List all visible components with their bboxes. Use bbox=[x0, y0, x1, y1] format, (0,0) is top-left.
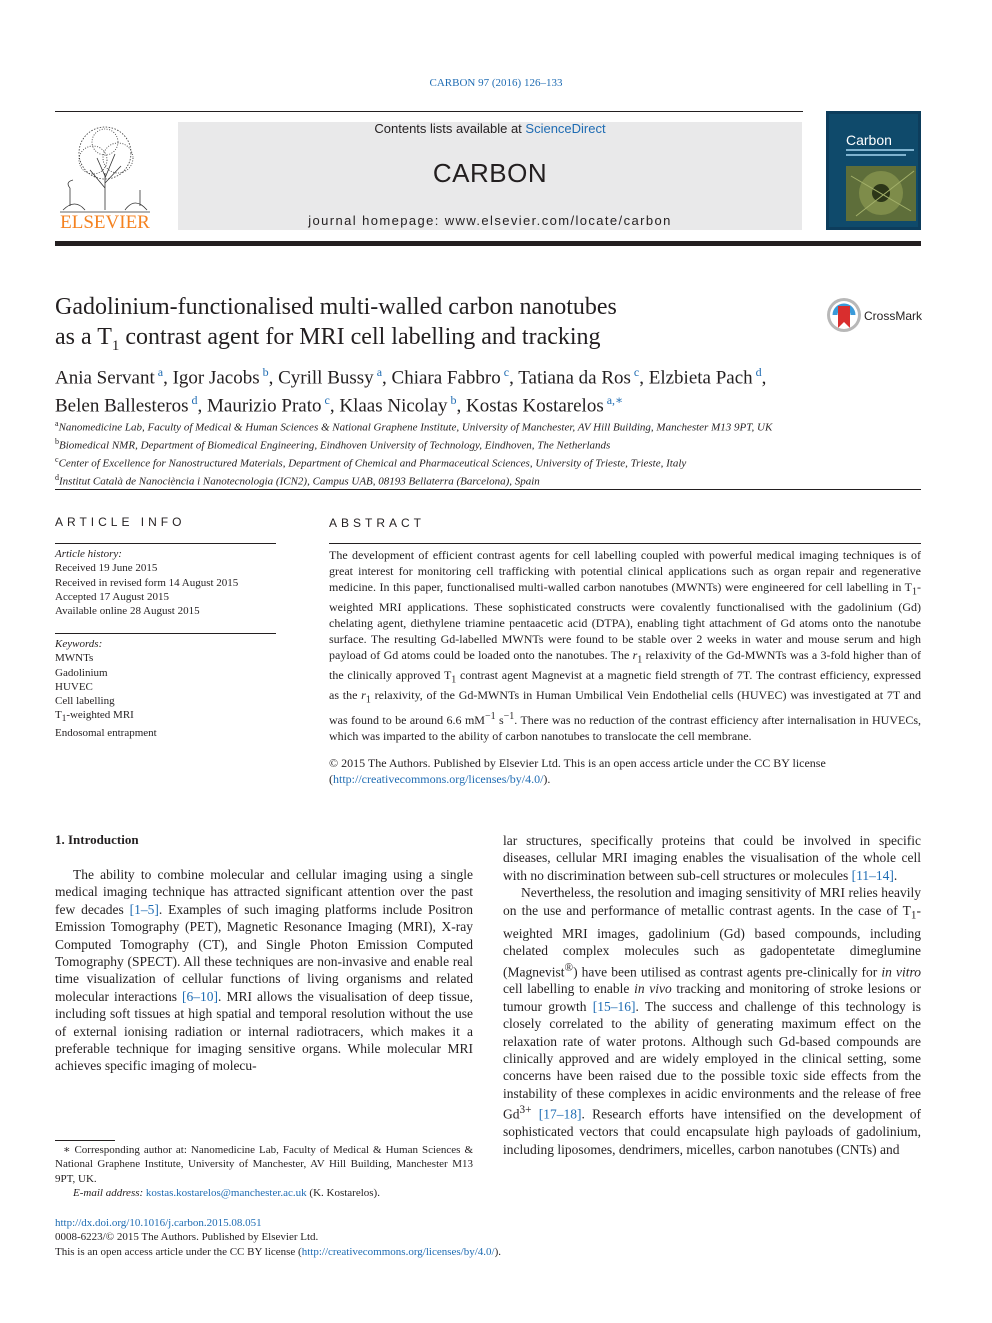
keyword-item: MWNTs bbox=[55, 652, 94, 665]
history-accepted: Accepted 17 August 2015 bbox=[55, 590, 169, 603]
sciencedirect-link[interactable]: ScienceDirect bbox=[525, 121, 606, 136]
history-online: Available online 28 August 2015 bbox=[55, 605, 200, 618]
citation-link[interactable]: [6–10] bbox=[182, 988, 219, 1004]
copyright-text: © 2015 The Authors. Published by Elsevier Ltd. This is an open access article under the CC BY license ( bbox=[329, 756, 826, 786]
citation-link[interactable]: [15–16] bbox=[592, 998, 636, 1014]
citation-link[interactable]: [17–18] bbox=[538, 1106, 582, 1122]
author-affiliation-marker[interactable]: d bbox=[752, 365, 762, 379]
author-affiliation-marker[interactable]: b bbox=[259, 365, 269, 379]
author-affiliation-marker[interactable]: b bbox=[447, 393, 457, 408]
license-link[interactable]: http://creativecommons.org/licenses/by/4.0/ bbox=[333, 771, 544, 786]
journal-citation[interactable]: CARBON 97 (2016) 126–133 bbox=[429, 77, 563, 89]
history-revised: Received in revised form 14 August 2015 bbox=[55, 576, 239, 589]
citation-link[interactable]: [1–5] bbox=[129, 901, 159, 917]
author-affiliation-marker[interactable]: a bbox=[373, 365, 383, 379]
homepage-url[interactable]: www.elsevier.com/locate/carbon bbox=[444, 213, 672, 228]
keyword-item: HUVEC bbox=[55, 680, 93, 693]
section-heading-introduction: 1. Introduction bbox=[55, 832, 139, 847]
keyword-item: Cell labelling bbox=[55, 695, 115, 708]
page-footer bbox=[55, 1216, 655, 1259]
abstract-rule bbox=[329, 543, 921, 544]
title-rule bbox=[55, 489, 921, 490]
svg-text:CrossMark: CrossMark bbox=[864, 309, 923, 323]
author-affiliation-marker[interactable]: a,∗ bbox=[603, 393, 624, 408]
author-name: Elzbieta Pach bbox=[648, 367, 753, 389]
issn-line: 0008-6223/© 2015 The Authors. Published by Elsevier Ltd. bbox=[55, 1231, 319, 1244]
paragraph: Nevertheless, the resolution and imaging sensitivity of MRI relies heavily on the use and performance of metallic contrast agents. In the case of $T_1$-weighted MRI images, gadolinium (Gd) based compounds, including chelated complex molecules such as gadopentetate dimeglumine (Magnevist®) have been utilised as contrast agents pre-clinically for in vitro cell labelling to enable in vivo tracking and monitoring of stroke lesions or tumour growth [15–16]. The success and challenge of this technology is closely correlated to the ability of generating maximum effect on the relaxation rate of water protons. Although such Gd-based compounds are clinically approved and are widely employed in the clinical setting, some concerns have been raised due to the possible toxic side effects from the instability of these complexes in acidic environments and the release of free $Gd^{3+}$ [17–18]. Research efforts have intensified on the development of sophisticated vectors that could encapsulate high payloads of gadolinium, including liposomes, dendrimers, micelles, carbon nanotubes (CNTs) and bbox=[503, 885, 921, 1157]
author-name: Chiara Fabbro bbox=[391, 367, 501, 389]
abstract-heading: ABSTRACT bbox=[329, 516, 426, 530]
body-column-left bbox=[55, 866, 473, 1075]
journal-homepage bbox=[178, 213, 802, 228]
citation-link[interactable]: [11–14] bbox=[851, 867, 894, 883]
article-info-heading: ARTICLE INFO bbox=[55, 515, 186, 529]
paragraph: lar structures, specifically proteins that could be involved in specific diseases, cellular MRI imaging enables the visualisation of the whole cell with no discrimination between sub-cell structures or molecules [11–14]. bbox=[503, 833, 921, 883]
body-column-right bbox=[503, 832, 921, 1158]
affiliation-item: $^b$Biomedical NMR, Department of Biomedical Engineering, Eindhoven University of Technology, Eindhoven, The Netherlands bbox=[55, 437, 611, 452]
author-name: Kostas Kostarelos bbox=[466, 395, 604, 417]
contents-prefix: Contents lists available at bbox=[374, 121, 526, 136]
abstract-text: The development of efficient contrast agents for cell labelling coupled with powerful medical imaging techniques is of great interest for monitoring cell trafficking with potential clinical applications such as organ repair and regenerative medicine. In this paper, functionalised multi-walled carbon nanotubes (MWNTs) were engineered for cell labelling in $T_1$-weighted MRI applications. These sophisticated constructs were covalently functionalised with the gadolinium (Gd) chelating agent, diethylene triamine pentaacetic acid (DTPA), enabling tight attachment of Gd atoms onto the nanotube surface. The resulting Gd-labelled MWNTs were found to be stable over 2 weeks in water and mouse serum and high payload of Gd atoms could be loaded onto the nanotubes. The $r_1$ relaxivity of the Gd-MWNTs was a 3-fold higher than of the clinically approved $T_1$ contrast agent Magnevist at a magnetic field strength of 7T. The contrast efficiency, expressed as the $r_1$ relaxivity, of the Gd-MWNTs in Human Umbilical Vein Endothelial cells (HUVEC) was investigated at 7T and was found to be around 6.6 $mM^{-1}$ $s^{-1}$. There was no reduction of the contrast efficiency after internalisation in HUVECs, which was imparted to the ability of carbon nanotubes to translocate the cell membrane. bbox=[329, 548, 922, 743]
elsevier-logo bbox=[55, 118, 155, 230]
homepage-prefix: journal homepage: bbox=[308, 213, 445, 228]
paragraph: The ability to combine molecular and cellular imaging using a single medical imaging technique has attracted significant attention over the past few decades [1–5]. Examples of such imaging platforms include Positron Emission Tomography (PET), Magnetic Resonance Imaging (MRI), X-ray Computed Tomography (CT), and Single Photon Emission Computed Tomography (SPECT). All these techniques are non-invasive and enable real time visualization of cellular functions of living organisms and related molecular interactions [6–10]. MRI allows the visualisation of deep tissue, including soft tissues at high spatial and temporal resolution without the use of external ionising radiation or internal radiotracers, which makes it a preferable technique for imaging sensitive organs. While molecular MRI achieves specific imaging of molecu- bbox=[55, 867, 474, 1074]
history-label: Article history: bbox=[55, 548, 122, 560]
keywords-label: Keywords: bbox=[55, 638, 103, 650]
keyword-item: Endosomal entrapment bbox=[55, 726, 157, 739]
author-name: Tatiana da Ros bbox=[518, 367, 631, 389]
title-line-1: Gadolinium-functionalised multi-walled carbon nanotubes bbox=[55, 294, 617, 320]
author-name: Klaas Nicolay bbox=[339, 395, 448, 417]
license-line: This is an open access article under the CC BY license (http://creativecommons.org/licenses/by/4.0/). bbox=[55, 1245, 502, 1258]
author-name: Ania Servant bbox=[55, 367, 155, 389]
corresponding-author-text: ∗ Corresponding author at: Nanomedicine Lab, Faculty of Medical & Human Sciences & National Graphene Institute, University of Manchester, AV Hill Building, Manchester M13 9PT, UK. bbox=[55, 1144, 473, 1185]
keyword-item: $T_1$-weighted MRI bbox=[55, 709, 134, 724]
author-affiliation-marker[interactable]: c bbox=[630, 365, 640, 379]
journal-cover-image bbox=[826, 111, 921, 230]
keyword-item: Gadolinium bbox=[55, 666, 108, 679]
author-name: Igor Jacobs bbox=[172, 367, 260, 389]
email-label: E-mail address: bbox=[73, 1186, 146, 1199]
author-affiliation-marker[interactable]: c bbox=[500, 365, 510, 379]
author-name: Cyrill Bussy bbox=[278, 367, 374, 389]
elsevier-tree-icon bbox=[55, 118, 155, 230]
copyright-notice: © 2015 The Authors. Published by Elsevier Ltd. This is an open access article under the CC BY license (http://creativecommons.org/licenses/by/4.0/). bbox=[329, 756, 826, 786]
doi-link[interactable]: http://dx.doi.org/10.1016/j.carbon.2015.08.051 bbox=[55, 1217, 262, 1229]
affiliation-list bbox=[55, 417, 921, 490]
crossmark-badge[interactable] bbox=[826, 297, 926, 335]
info-rule bbox=[55, 633, 276, 634]
author-list: Ania Servant $^a$, Igor Jacobs $^b$, Cyrill Bussy $^a$, Chiara Fabbro $^c$, Tatiana da Ros $^c$, Elzbieta Pach $^d$, Belen Ballesteros $^d$, Maurizio Prato $^c$, Klaas Nicolay $^b$, Kostas Kostarelos $^{a,∗}$ bbox=[55, 365, 767, 417]
header-thick-rule bbox=[55, 241, 921, 246]
affiliation-item: $^c$Center of Excellence for Nanostructured Materials, Department of Chemical and Pharmaceutical Sciences, University of Trieste, Trieste, Italy bbox=[55, 455, 687, 470]
svg-text:Carbon: Carbon bbox=[846, 132, 892, 148]
affiliation-item: $^a$Nanomedicine Lab, Faculty of Medical & Human Sciences & National Graphene Institute, University of Manchester, AV Hill Building, Manchester M13 9PT, UK bbox=[55, 419, 773, 434]
title-line-2: as a $T_1$ contrast agent for MRI cell labelling and tracking bbox=[55, 324, 601, 354]
affiliation-item: $^d$Institut Català de Nanociència i Nanotecnologia (ICN2), Campus UAB, 08193 Bellaterra (Barcelona), Spain bbox=[55, 473, 540, 489]
author-affiliation-marker[interactable]: a bbox=[154, 365, 164, 379]
author-affiliation-marker[interactable]: d bbox=[188, 393, 198, 408]
article-title bbox=[55, 292, 795, 361]
footer-license-link[interactable]: http://creativecommons.org/licenses/by/4.0/ bbox=[301, 1245, 495, 1258]
journal-name: CARBON bbox=[432, 158, 548, 188]
header-top-rule bbox=[55, 111, 803, 112]
author-name: Maurizio Prato bbox=[207, 395, 322, 417]
history-received: Received 19 June 2015 bbox=[55, 562, 158, 575]
contents-line bbox=[178, 121, 802, 136]
footnote-rule bbox=[55, 1140, 115, 1141]
keywords bbox=[55, 637, 276, 740]
author-name: Belen Ballesteros bbox=[55, 395, 189, 417]
corresponding-author-footnote: ∗ Corresponding author at: Nanomedicine Lab, Faculty of Medical & Human Sciences & National Graphene Institute, University of Manchester, AV Hill Building, Manchester M13 9PT, UK. E-mail address: kostas.kostarelos@manchester.ac.uk (K. Kostarelos). bbox=[55, 1144, 473, 1199]
article-history bbox=[55, 547, 276, 618]
email-link[interactable]: kostas.kostarelos@manchester.ac.uk bbox=[145, 1186, 307, 1199]
author-affiliation-marker[interactable]: c bbox=[321, 393, 330, 408]
info-rule bbox=[55, 543, 276, 544]
svg-text:ELSEVIER: ELSEVIER bbox=[60, 212, 150, 230]
